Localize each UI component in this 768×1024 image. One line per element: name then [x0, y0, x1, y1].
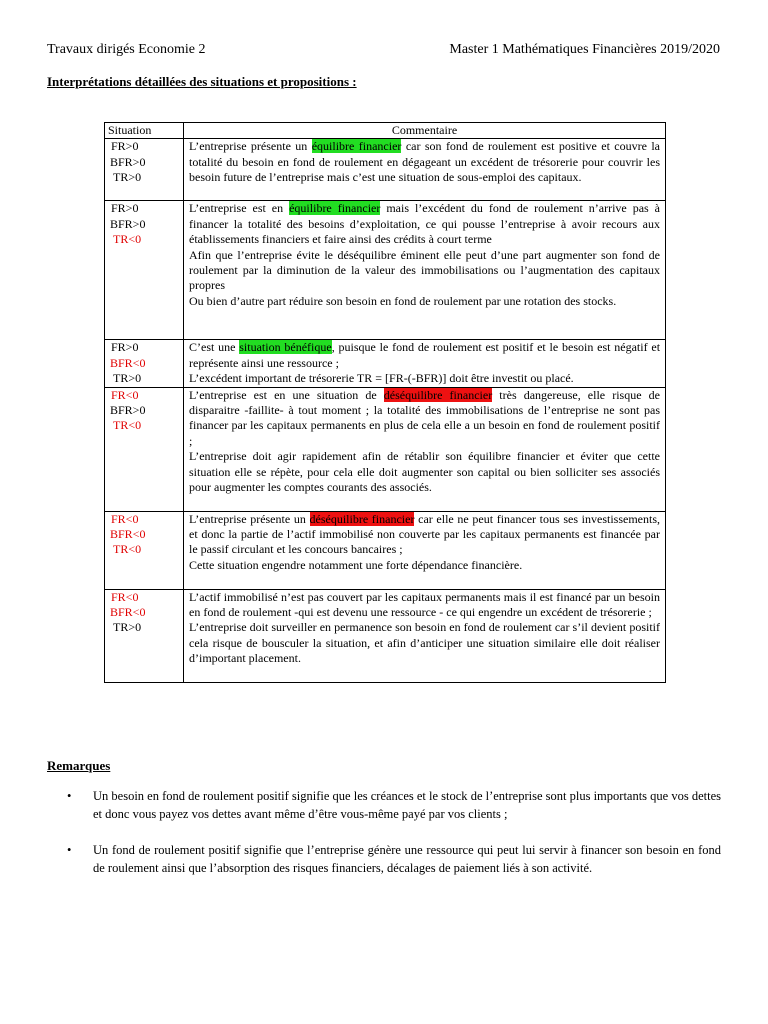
- comment-paragraph: [189, 340, 660, 371]
- comment-text: L’entreprise présente un: [189, 139, 312, 154]
- remarks-list: [47, 787, 721, 877]
- section-heading: Interprétations détaillées des situations et propositions :: [47, 74, 357, 89]
- highlight-equilibre-financier: équilibre financier: [289, 201, 381, 216]
- table-row: [105, 340, 666, 387]
- comment-text: mais l’excédent du fond de roulement n’arrive pas à financer la totalité des besoins d’exploitation, ce qui pousse l’entreprise à avoir recours aux établissements financiers et faire ainsi des crédits à court terme: [189, 201, 660, 247]
- situation-fr: FR<0: [111, 589, 139, 604]
- table-row: [105, 139, 666, 201]
- header-course-title: Travaux dirigés Economie 2: [47, 42, 206, 57]
- situation-bfr: BFR>0: [110, 403, 146, 418]
- comment-text: L’entreprise présente un: [189, 511, 310, 526]
- comment-paragraph: [189, 139, 660, 185]
- situation-cell: [105, 340, 184, 387]
- situation-fr: FR<0: [111, 387, 139, 402]
- highlight-situation-benefique: situation bénéfique: [239, 340, 332, 355]
- table-header-row: [105, 123, 666, 139]
- highlight-desequilibre-financier: déséquilibre financier: [309, 511, 415, 526]
- situation-bfr: BFR<0: [110, 605, 146, 620]
- situation-tr: TR>0: [113, 371, 142, 386]
- table-row: [105, 589, 666, 682]
- comment-cell: [184, 387, 666, 511]
- comment-paragraph: L’entreprise doit surveiller en permanence son besoin en fond de roulement car s’il devient positif cela risque de bousculer la situation, et afin d’anticiper une situation similaire elle doit réaliser d’important placement.: [189, 620, 660, 666]
- bullet-icon: •: [67, 843, 72, 857]
- situation-cell: [105, 139, 184, 201]
- situation-cell: [105, 387, 184, 511]
- comment-paragraph: L’actif immobilisé n’est pas couvert par les capitaux permanents mais il est financé par un besoin en fond de roulement -qui est devenu une ressource - ce qui engendre un excédent de trésorerie ;: [189, 589, 660, 620]
- comment-text: car elle ne peut financer tous ses investissements, et donc la partie de l’actif immobilisé non couverte par les capitaux permanents est financée par le passif circulant et les concours bancaires ;: [189, 511, 660, 557]
- situation-tr: TR>0: [113, 620, 142, 635]
- column-header-commentaire: Commentaire: [184, 123, 666, 139]
- remark-text: Un besoin en fond de roulement positif signifie que les créances et le stock de l’entreprise sont plus importants que vos dettes et donc vous payez vos dettes avant même d’être vous-même payé par vos clients ;: [93, 789, 721, 821]
- remarks-title: Remarques: [47, 758, 111, 773]
- situation-bfr: BFR>0: [110, 216, 146, 231]
- comment-paragraph: Ou bien d’autre part réduire son besoin en fond de roulement par une rotation des stocks.: [189, 293, 617, 308]
- highlight-equilibre-financier: équilibre financier: [311, 139, 402, 154]
- comment-paragraph: Cette situation engendre notamment une forte dépendance financière.: [189, 557, 523, 572]
- remark-text: Un fond de roulement positif signifie que l’entreprise génère une ressource qui peut lui servir à financer son besoin en fond de roulement ainsi que l’absorption des risques financiers, décalages de paiement liés à son activité.: [93, 843, 721, 875]
- situation-cell: [105, 511, 184, 589]
- bullet-icon: •: [67, 789, 72, 803]
- situation-tr: TR<0: [113, 542, 142, 557]
- situation-tr: TR>0: [113, 170, 142, 185]
- situation-fr: FR>0: [111, 340, 139, 355]
- comment-paragraph: [189, 388, 660, 450]
- header-program-title: Master 1 Mathématiques Financières 2019/2020: [449, 42, 720, 57]
- list-item: [47, 787, 721, 823]
- situation-cell: [105, 201, 184, 340]
- comment-paragraph: L’excédent important de trésorerie TR = [FR-(-BFR)] doit être investit ou placé.: [189, 371, 574, 386]
- comment-cell: [184, 201, 666, 340]
- comment-text: C’est une: [189, 340, 240, 355]
- situation-tr: TR<0: [113, 418, 142, 433]
- comment-text: L’entreprise est en une situation de: [189, 387, 384, 402]
- list-item: [47, 841, 721, 877]
- comment-text: car son fond de roulement est positive et couvre la totalité du besoin en fond de roulement en dégageant un excédent de trésorerie pour couvrir les besoin future de l’entreprise mais c’est une situation de sous-emploi des capitaux.: [189, 139, 661, 185]
- situation-bfr: BFR>0: [110, 154, 146, 169]
- situation-fr: FR>0: [111, 201, 139, 216]
- highlight-desequilibre-financier: déséquilibre financier: [383, 387, 493, 402]
- table-row: [105, 387, 666, 511]
- comment-cell: [184, 139, 666, 201]
- table-row: [105, 511, 666, 589]
- comment-text: très dangereuse, elle risque de disparaitre -faillite- à tout moment ; la totalité des immobilisations de l’entreprise ne sont pas financer par les capitaux permanents en plus de cela elle a un besoin en fond de roulement positif ;: [189, 387, 660, 448]
- situation-cell: [105, 589, 184, 682]
- table-row: [105, 201, 666, 340]
- comment-cell: [184, 589, 666, 682]
- situation-fr: FR<0: [111, 511, 139, 526]
- situations-table: [104, 122, 666, 683]
- comment-text: L’entreprise est en: [189, 201, 290, 216]
- column-header-situation: Situation: [105, 123, 184, 139]
- comment-paragraph: Afin que l’entreprise évite le déséquilibre éminent elle peut d’une part augmenter son fond de roulement par la diminution de la valeur des immobilisations ou l’augmentation des capitaux propres: [189, 247, 660, 293]
- comment-cell: [184, 340, 666, 387]
- comment-text: , puisque le fond de roulement est positif et le besoin est négatif et représente ainsi une ressource ;: [189, 340, 661, 370]
- comment-paragraph: L’entreprise doit agir rapidement afin de rétablir son équilibre financier et éviter que cette situation elle se répète, pour cela elle doit augmenter son capital ou bien solliciter ses associés pour augmenter les comptes courants des associés.: [189, 449, 660, 495]
- situation-fr: FR>0: [111, 139, 139, 154]
- comment-cell: [184, 511, 666, 589]
- comment-paragraph: [189, 512, 660, 558]
- situation-bfr: BFR<0: [110, 355, 146, 370]
- comment-paragraph: [189, 201, 660, 247]
- situation-bfr: BFR<0: [110, 527, 146, 542]
- situation-tr: TR<0: [113, 232, 142, 247]
